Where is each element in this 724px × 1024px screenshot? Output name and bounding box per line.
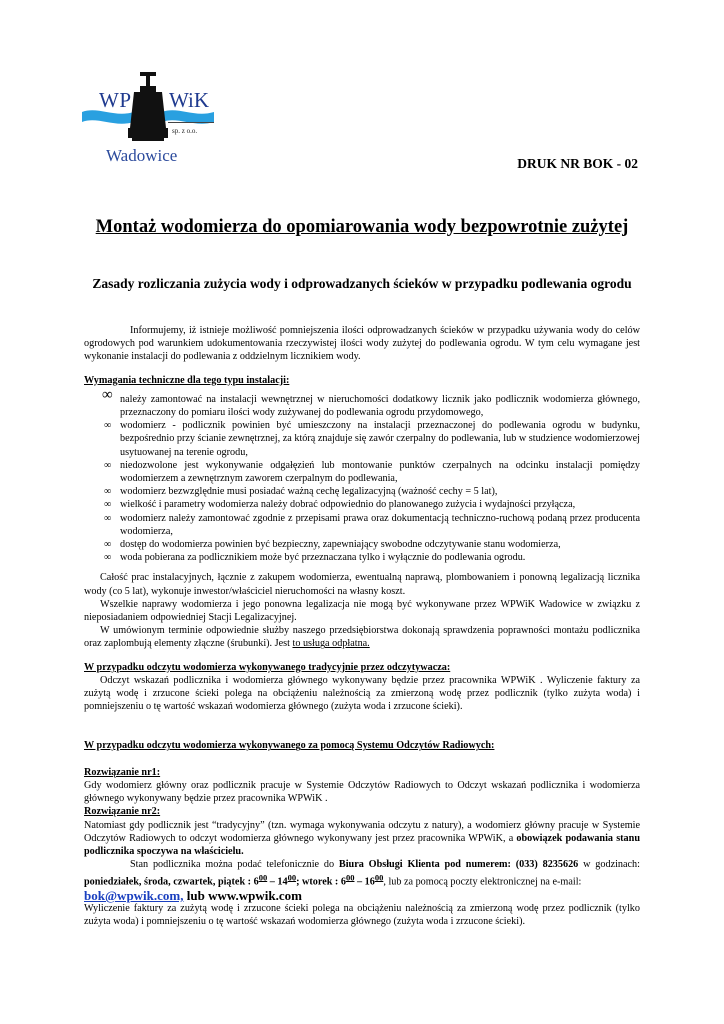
logo-spzoo-text: sp. z o.o. xyxy=(172,127,198,135)
radio-reading-heading: W przypadku odczytu wodomierza wykonywanego za pomocą Systemu Odczytów Radiowych: xyxy=(84,740,495,752)
page-title: Montaż wodomierza do opomiarowania wody bezpowrotnie zużytej xyxy=(95,217,629,237)
infinity-bullet-icon: ∞ xyxy=(102,386,113,403)
list-item: ∞ wielkość i parametry wodomierza należy dobrać odpowiednio do planowanego zużycia i wydajności przyłącza, xyxy=(104,499,576,511)
intro-paragraph: Informujemy, iż istnieje możliwość pomniejszenia ilości odprowadzanych ścieków w przypadku używania wody do celów ogrodowych pod warunkiem udokumentowania rzeczywistej ilości wody zużytej do podlewania ogrodu. W tym celu wymagane jest wykonanie instalacji do podlewania z oddzielnym licznikiem wody. xyxy=(84,325,640,363)
infinity-bullet-icon: ∞ xyxy=(104,539,112,551)
email-link[interactable]: bok@wpwik.com, xyxy=(84,887,184,903)
list-item: ∞ woda pobierana za podlicznikiem może być przeznaczana tylko i wyłącznie do podlewania ogrodu. xyxy=(104,552,526,564)
list-item: ∞ dostęp do wodomierza powinien być bezpieczny, zapewniający swobodne odczytywanie stanu wodomierza, xyxy=(104,539,561,551)
company-logo xyxy=(78,66,218,168)
solution2-text: Natomiast gdy podlicznik jest “tradycyjny” (tzn. wymaga wykonywania odczytu z natury), a wodomierz główny pracuje w Systemie Odczytów Radiowych to odczyt wodomierza głównego wykonywany jest przez pracownika WPWiK, a obowiązek podawania stanu podlicznika spoczywa na właścicielu. xyxy=(84,819,640,857)
list-item: ∞ wodomierz należy zamontować zgodnie z przepisami prawa oraz dokumentacją techniczno-ruchową podaną przez producenta wodomierza, xyxy=(104,512,640,537)
repairs-paragraph: Wszelkie naprawy wodomierza i jego ponowna legalizacja nie mogą być wykonywane przez WPWiK Wadowice w związku z nieposiadaniem odpowiedniej Stacji Legalizacyjnej. xyxy=(84,598,640,624)
customer-office-phone: Biura Obsługi Klienta pod numerem: (033) 8235626 xyxy=(338,859,579,871)
contact-email-line xyxy=(84,889,640,902)
requirements-heading: Wymagania techniczne dla tego typu instalacji: xyxy=(84,374,290,386)
contact-paragraph: Stan podlicznika można podać telefonicznie do Biura Obsługi Klienta pod numerem: (033) 8235626 w godzinach: poniedziałek, środa, czwartek, piątek : $6^{00} - 14^{00}$; wtorek : $6^{00} - 16^{00}$, lub za pomocą poczty elektronicznej na e-mail: xyxy=(84,859,640,888)
final-paragraph: Wyliczenie faktury za zużytą wodę i zrzucone ścieki polega na obciążeniu należnością za zmierzoną wodę przez podlicznik (tylko zużyta woda) i pomniejszeniu o tę wartość wskazań wodomierza głównego (zużyta woda i zrzucone ścieki). xyxy=(84,903,640,928)
website-text: lub www.wpwik.com xyxy=(183,887,302,903)
list-item: ∞ wodomierz - podlicznik powinien być umieszczony na instalacji przeznaczonej do podlewania ogrodu w budynku, bezpośrednio przy ścianie zewnętrznej, za którą znajduje się zawór czerpalny do podlewania, lub w studzience wodomierzowej usytuowanej na terenie ogrodu, xyxy=(104,420,640,458)
traditional-reading-text: Odczyt wskazań podlicznika i wodomierza głównego wykonywany będzie przez pracownika WPWiK . Wyliczenie faktury za zużytą wodę i zrzucone ścieki polega na obciążeniu należnością za zmierzoną wodę przez podlicznik (tylko zużyta woda) i pomniejszeniu o tę wartość wskazań wodomierza głównego (zużyta woda i zrzucone ścieki). xyxy=(84,674,640,713)
form-number: DRUK NR BOK - 02 xyxy=(517,156,638,171)
list-item: ∞ należy zamontować na instalacji wewnętrznej w nieruchomości dodatkowy licznik jako podlicznik wodomierza głównego, przeznaczony do pomiaru ilości wody zużywanej do podlewania ogrodu przydomowego, xyxy=(102,386,640,419)
document-body xyxy=(84,324,640,929)
page-subtitle: Zasady rozliczania zużycia wody i odprowadzanych ścieków w przypadku podlewania ogrodu xyxy=(92,276,632,291)
paid-service-note: to usługa odpłatna. xyxy=(292,638,370,650)
requirements-list xyxy=(84,386,640,565)
infinity-bullet-icon: ∞ xyxy=(104,512,112,524)
list-item: ∞ niedozwolone jest wykonywanie odgałęzień lub montowanie punktów czerpalnych na odcinku instalacji pomiędzy wodomierzem a zewnętrznym zaworem czerpalnym do podlewania, xyxy=(104,459,640,485)
solution1-text: Gdy wodomierz główny oraz podlicznik pracuje w Systemie Odczytów Radiowych to Odczyt wskazań podlicznika i wodomierza głównego wykonywany będzie przez pracownika WPWiK . xyxy=(84,779,640,805)
infinity-bullet-icon: ∞ xyxy=(104,552,112,564)
costs-paragraph: Całość prac instalacyjnych, łącznie z zakupem wodomierza, ewentualną naprawą, plombowaniem i ponowną legalizacją licznika wody (co 5 lat), wykonuje inwestor/właściciel nieruchomości na własny koszt. xyxy=(84,572,640,597)
list-item: ∞ wodomierz bezwzględnie musi posiadać ważną cechę legalizacyjną (ważność cechy = 5 lat), xyxy=(104,486,498,498)
solution1-heading: Rozwiązanie nr1: xyxy=(84,766,161,778)
infinity-bullet-icon: ∞ xyxy=(104,420,112,432)
solution2-heading: Rozwiązanie nr2: xyxy=(84,806,161,818)
logo-wik-text: WiK xyxy=(169,88,209,112)
infinity-bullet-icon: ∞ xyxy=(104,499,112,511)
logo-city-text: Wadowice xyxy=(106,146,178,165)
logo-wp-text: WP xyxy=(99,88,132,112)
infinity-bullet-icon: ∞ xyxy=(104,459,112,471)
services-paragraph: W umówionym terminie odpowiednie służby naszego przedsiębiorstwa dokonają sprawdzenia poprawności montażu podlicznika oraz zaplombują elementy złączne (śrubunki). Jest to usługa odpłatna. xyxy=(84,625,640,650)
infinity-bullet-icon: ∞ xyxy=(104,486,112,498)
traditional-reading-heading: W przypadku odczytu wodomierza wykonywanego tradycyjnie przez odczytywacza: xyxy=(84,661,451,673)
